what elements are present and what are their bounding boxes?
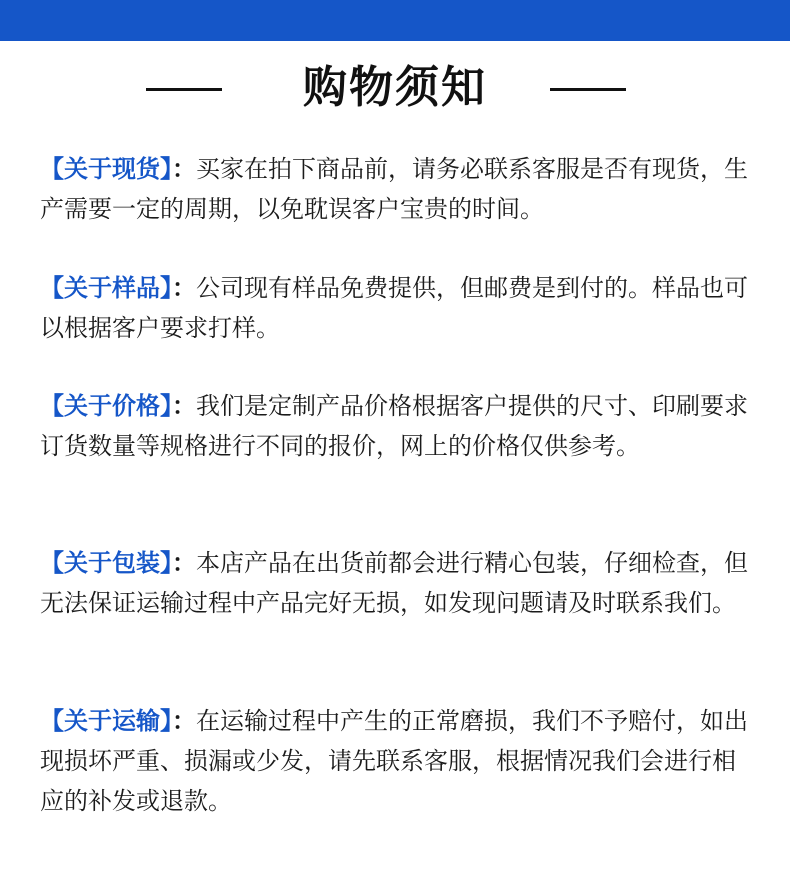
section-text: 我们是定制产品价格根据客户提供的尺寸、印刷要求订货数量等规格进行不同的报价，网上的价格仅供参考。: [40, 392, 748, 460]
section-label: 【关于包装】: [40, 549, 172, 577]
notice-section-price: [40, 386, 752, 466]
section-colon: ：: [172, 155, 196, 183]
section-colon: ：: [172, 392, 196, 420]
section-text: 公司现有样品免费提供，但邮费是到付的。样品也可以根据客户要求打样。: [40, 274, 748, 342]
page-title: 购物须知: [303, 62, 487, 113]
section-label: 【关于价格】: [40, 392, 172, 420]
notice-section-stock: [40, 149, 752, 229]
section-colon: ：: [172, 549, 196, 577]
title-right-rule: [550, 88, 626, 91]
section-text: 在运输过程中产生的正常磨损，我们不予赔付，如出现损坏严重、损漏或少发，请先联系客服，根据情况我们会进行相应的补发或退款。: [40, 707, 748, 815]
notice-section-shipping: [40, 701, 752, 821]
top-banner-bar: [0, 0, 790, 41]
section-colon: ：: [172, 274, 196, 302]
section-label: 【关于现货】: [40, 155, 172, 183]
section-text: 本店产品在出货前都会进行精心包装，仔细检查，但无法保证运输过程中产品完好无损，如发现问题请及时联系我们。: [40, 549, 748, 617]
section-colon: ：: [172, 707, 196, 735]
notice-section-samples: [40, 268, 752, 348]
section-text: 买家在拍下商品前，请务必联系客服是否有现货，生产需要一定的周期，以免耽误客户宝贵的时间。: [40, 155, 748, 223]
section-label: 【关于运输】: [40, 707, 172, 735]
notice-section-packaging: [40, 543, 752, 623]
title-row: [0, 58, 790, 118]
section-label: 【关于样品】: [40, 274, 172, 302]
